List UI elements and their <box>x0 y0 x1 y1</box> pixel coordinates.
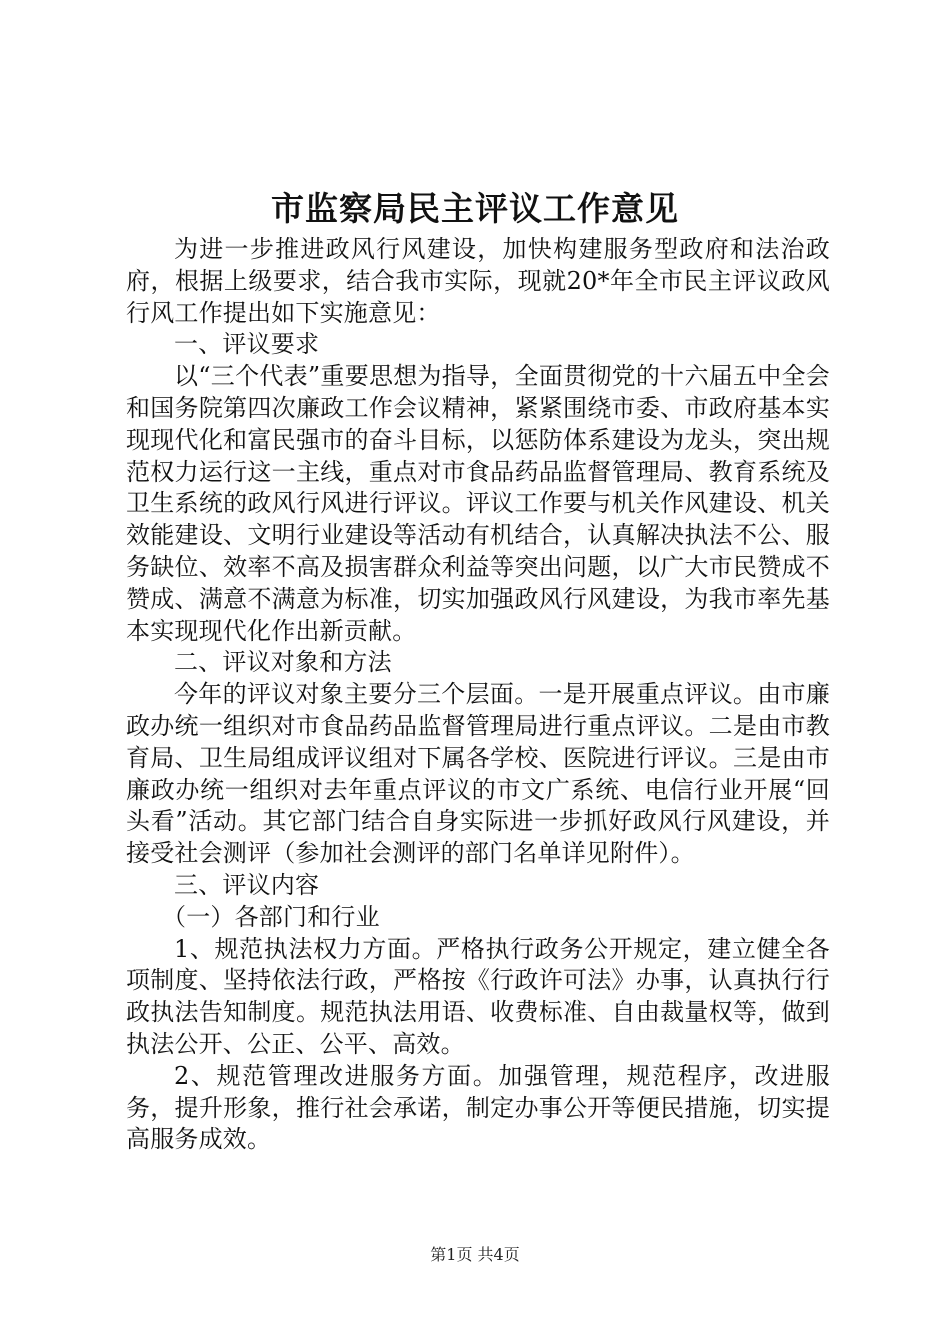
intro-paragraph: 为进一步推进政风行风建设，加快构建服务型政府和法治政府，根据上级要求，结合我市实际，现就20*年全市民主评议政风行风工作提出如下实施意见： <box>126 235 830 327</box>
subsection-heading-1: （一）各部门和行业 <box>162 902 380 931</box>
section-heading-2: 二、评议对象和方法 <box>174 648 392 677</box>
section-heading-3: 三、评议内容 <box>174 870 320 899</box>
section-1-paragraph: 以“三个代表”重要思想为指导，全面贯彻党的十六届五中全会和国务院第四次廉政工作会议精神，紧紧围绕市委、市政府基本实现现代化和富民强市的奋斗目标，以惩防体系建设为龙头，突出规范权力运行这一主线，重点对市食品药品监督管理局、教育系统及卫生系统的政风行风进行评议。评议工作要与机关作风建设、机关效能建设、文明行业建设等活动有机结合，认真解决执法不公、服务缺位、效率不高及损害群众利益等突出问题，以广大市民赞成不赞成、满意不满意为标准，切实加强政风行风建设，为我市率先基本实现现代化作出新贡献。 <box>126 362 830 645</box>
section-heading-1: 一、评议要求 <box>174 330 320 359</box>
page-number-footer: 第1页 共4页 <box>430 1245 520 1264</box>
document-body <box>126 234 830 1156</box>
item-1-paragraph: 1、规范执法权力方面。严格执行政务公开规定，建立健全各项制度、坚持依法行政，严格按《行政许可法》办事，认真执行行政执法告知制度。规范执法用语、收费标准、自由裁量权等，做到执法公开、公正、公平、高效。 <box>126 934 830 1058</box>
document-title: 市监察局民主评议工作意见 <box>271 189 679 228</box>
section-2-paragraph: 今年的评议对象主要分三个层面。一是开展重点评议。由市廉政办统一组织对市食品药品监督管理局进行重点评议。二是由市教育局、卫生局组成评议组对下属各学校、医院进行评议。三是由市廉政办统一组织对去年重点评议的市文广系统、电信行业开展“回头看”活动。其它部门结合自身实际进一步抓好政风行风建设，并接受社会测评（参加社会测评的部门名单详见附件）。 <box>126 680 830 868</box>
item-2-paragraph: 2、规范管理改进服务方面。加强管理，规范程序，改进服务，提升形象，推行社会承诺，制定办事公开等便民措施，切实提高服务成效。 <box>126 1061 830 1154</box>
